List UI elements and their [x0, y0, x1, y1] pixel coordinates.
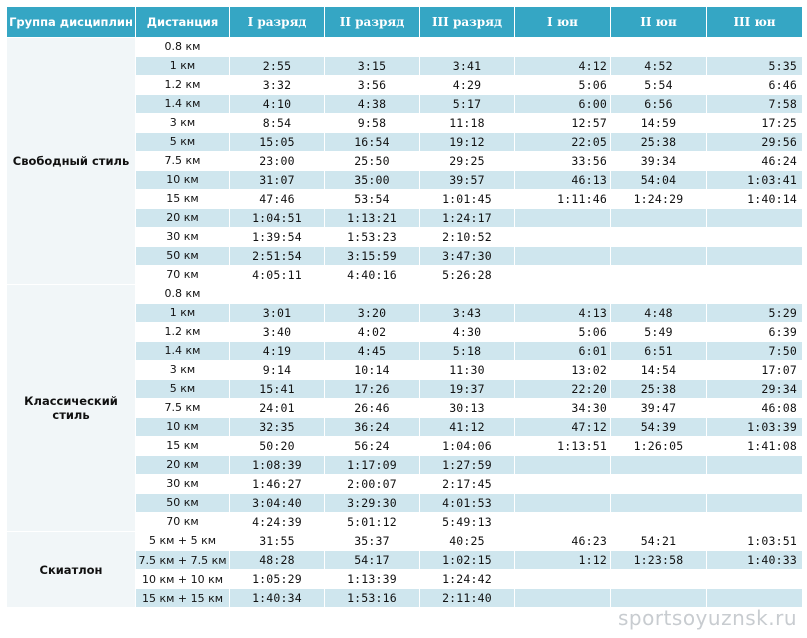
- time-cell-junior-2: [611, 589, 707, 608]
- time-cell-junior-1: [515, 285, 611, 304]
- time-cell-junior-1: 6:01: [515, 342, 611, 361]
- time-cell-rank-1: 31:55: [230, 532, 325, 551]
- time-cell-rank-2: 54:17: [325, 551, 420, 570]
- time-cell-rank-2: 1:53:16: [325, 589, 420, 608]
- time-cell-junior-2: 54:39: [611, 418, 707, 437]
- distance-cell: 0.8 км: [136, 285, 230, 304]
- time-cell-rank-3: 1:01:45: [420, 190, 515, 209]
- distance-cell: 1 км: [136, 57, 230, 76]
- time-cell-rank-1: 1:39:54: [230, 228, 325, 247]
- time-cell-junior-1: [515, 247, 611, 266]
- time-cell-junior-3: [707, 494, 803, 513]
- time-cell-junior-3: 17:25: [707, 114, 803, 133]
- time-cell-rank-1: 3:04:40: [230, 494, 325, 513]
- time-cell-junior-3: 5:35: [707, 57, 803, 76]
- time-cell-junior-3: 17:07: [707, 361, 803, 380]
- time-cell-rank-2: 16:54: [325, 133, 420, 152]
- time-cell-rank-1: [230, 38, 325, 57]
- time-cell-rank-3: [420, 38, 515, 57]
- table-row: [7, 38, 803, 57]
- time-cell-junior-2: [611, 456, 707, 475]
- time-cell-rank-1: 3:40: [230, 323, 325, 342]
- time-cell-rank-1: 15:41: [230, 380, 325, 399]
- time-cell-junior-2: [611, 38, 707, 57]
- distance-cell: 1 км: [136, 304, 230, 323]
- time-cell-junior-1: [515, 228, 611, 247]
- header-rank-2: II разряд: [325, 7, 420, 38]
- time-cell-junior-3: 46:24: [707, 152, 803, 171]
- time-cell-junior-2: [611, 247, 707, 266]
- time-cell-rank-1: 3:01: [230, 304, 325, 323]
- distance-cell: 15 км + 15 км: [136, 589, 230, 608]
- table-row: [7, 285, 803, 304]
- time-cell-rank-3: 1:24:42: [420, 570, 515, 589]
- distance-cell: 50 км: [136, 494, 230, 513]
- group-name: Скиатлон: [7, 532, 136, 608]
- header-junior-2: II юн: [611, 7, 707, 38]
- time-cell-rank-3: 41:12: [420, 418, 515, 437]
- time-cell-rank-2: 1:13:21: [325, 209, 420, 228]
- time-cell-rank-1: 1:46:27: [230, 475, 325, 494]
- time-cell-rank-2: 3:15:59: [325, 247, 420, 266]
- distance-cell: 70 км: [136, 513, 230, 532]
- header-rank-3: III разряд: [420, 7, 515, 38]
- time-cell-junior-1: 33:56: [515, 152, 611, 171]
- time-cell-junior-2: 39:47: [611, 399, 707, 418]
- time-cell-junior-3: [707, 475, 803, 494]
- time-cell-rank-1: 1:04:51: [230, 209, 325, 228]
- header-group: Группа дисциплин: [7, 7, 136, 38]
- time-cell-rank-3: 2:11:40: [420, 589, 515, 608]
- time-cell-junior-2: 5:49: [611, 323, 707, 342]
- time-cell-rank-1: 4:10: [230, 95, 325, 114]
- time-cell-rank-2: 5:01:12: [325, 513, 420, 532]
- time-cell-junior-2: [611, 228, 707, 247]
- time-cell-rank-2: 4:02: [325, 323, 420, 342]
- time-cell-rank-2: 17:26: [325, 380, 420, 399]
- distance-cell: 20 км: [136, 456, 230, 475]
- time-cell-rank-1: 3:32: [230, 76, 325, 95]
- time-cell-rank-3: 3:41: [420, 57, 515, 76]
- time-cell-junior-2: 39:34: [611, 152, 707, 171]
- time-cell-junior-1: 34:30: [515, 399, 611, 418]
- distance-cell: 3 км: [136, 361, 230, 380]
- time-cell-junior-1: 4:13: [515, 304, 611, 323]
- distance-cell: 10 км: [136, 418, 230, 437]
- group-name: Свободный стиль: [7, 38, 136, 285]
- distance-cell: 20 км: [136, 209, 230, 228]
- time-cell-junior-3: 1:40:14: [707, 190, 803, 209]
- time-cell-junior-3: 6:46: [707, 76, 803, 95]
- time-cell-rank-1: 1:40:34: [230, 589, 325, 608]
- time-cell-rank-2: 3:29:30: [325, 494, 420, 513]
- time-cell-rank-1: 15:05: [230, 133, 325, 152]
- time-cell-rank-3: 5:17: [420, 95, 515, 114]
- header-distance: Дистанция: [136, 7, 230, 38]
- time-cell-junior-2: 6:51: [611, 342, 707, 361]
- time-cell-rank-1: 4:24:39: [230, 513, 325, 532]
- time-cell-rank-3: 1:24:17: [420, 209, 515, 228]
- distance-cell: 1.4 км: [136, 95, 230, 114]
- time-cell-rank-3: 5:18: [420, 342, 515, 361]
- time-cell-junior-3: [707, 589, 803, 608]
- time-cell-rank-2: 35:37: [325, 532, 420, 551]
- time-cell-rank-1: 23:00: [230, 152, 325, 171]
- time-cell-rank-2: 4:40:16: [325, 266, 420, 285]
- time-cell-junior-2: 54:04: [611, 171, 707, 190]
- time-cell-junior-2: 6:56: [611, 95, 707, 114]
- time-cell-rank-1: 2:55: [230, 57, 325, 76]
- time-cell-rank-1: 2:51:54: [230, 247, 325, 266]
- time-cell-junior-1: 22:20: [515, 380, 611, 399]
- time-cell-rank-3: 5:49:13: [420, 513, 515, 532]
- time-cell-rank-2: 3:20: [325, 304, 420, 323]
- time-cell-rank-3: 3:43: [420, 304, 515, 323]
- time-cell-rank-3: 2:10:52: [420, 228, 515, 247]
- time-cell-rank-2: 25:50: [325, 152, 420, 171]
- distance-cell: 10 км + 10 км: [136, 570, 230, 589]
- time-cell-junior-1: [515, 570, 611, 589]
- time-cell-junior-2: 14:54: [611, 361, 707, 380]
- time-cell-rank-1: 8:54: [230, 114, 325, 133]
- time-cell-junior-3: [707, 456, 803, 475]
- distance-cell: 5 км: [136, 380, 230, 399]
- header-junior-1: I юн: [515, 7, 611, 38]
- time-cell-junior-2: 4:48: [611, 304, 707, 323]
- time-cell-rank-2: 1:13:39: [325, 570, 420, 589]
- time-cell-junior-1: 6:00: [515, 95, 611, 114]
- time-cell-rank-2: 2:00:07: [325, 475, 420, 494]
- time-cell-junior-1: 1:13:51: [515, 437, 611, 456]
- table-row: [7, 532, 803, 551]
- watermark: sportsoyuznsk.ru: [617, 606, 797, 630]
- time-cell-junior-2: [611, 513, 707, 532]
- time-cell-rank-1: 4:05:11: [230, 266, 325, 285]
- distance-cell: 50 км: [136, 247, 230, 266]
- time-cell-junior-2: 1:23:58: [611, 551, 707, 570]
- time-cell-junior-1: 46:13: [515, 171, 611, 190]
- time-cell-rank-2: [325, 38, 420, 57]
- time-cell-junior-1: 47:12: [515, 418, 611, 437]
- time-cell-junior-2: 5:54: [611, 76, 707, 95]
- time-cell-junior-1: 1:11:46: [515, 190, 611, 209]
- time-cell-junior-3: [707, 285, 803, 304]
- time-cell-junior-3: 7:58: [707, 95, 803, 114]
- time-cell-rank-2: 4:45: [325, 342, 420, 361]
- distance-cell: 70 км: [136, 266, 230, 285]
- time-cell-rank-2: 3:15: [325, 57, 420, 76]
- time-cell-junior-3: 46:08: [707, 399, 803, 418]
- time-cell-rank-3: 2:17:45: [420, 475, 515, 494]
- time-cell-junior-1: 4:12: [515, 57, 611, 76]
- time-cell-rank-3: 1:04:06: [420, 437, 515, 456]
- time-cell-junior-3: 1:03:39: [707, 418, 803, 437]
- time-cell-rank-3: 5:26:28: [420, 266, 515, 285]
- time-cell-rank-3: 4:01:53: [420, 494, 515, 513]
- time-cell-junior-3: 1:40:33: [707, 551, 803, 570]
- time-cell-rank-1: 32:35: [230, 418, 325, 437]
- time-cell-junior-2: [611, 475, 707, 494]
- distance-cell: 3 км: [136, 114, 230, 133]
- time-cell-rank-3: 39:57: [420, 171, 515, 190]
- table-body: [7, 38, 803, 608]
- time-cell-rank-3: 29:25: [420, 152, 515, 171]
- distance-cell: 7.5 км + 7.5 км: [136, 551, 230, 570]
- distance-cell: 30 км: [136, 475, 230, 494]
- time-cell-junior-1: [515, 513, 611, 532]
- time-cell-junior-2: [611, 494, 707, 513]
- header-row: [7, 7, 803, 38]
- distance-cell: 1.4 км: [136, 342, 230, 361]
- time-cell-rank-1: 48:28: [230, 551, 325, 570]
- distance-cell: 30 км: [136, 228, 230, 247]
- time-cell-rank-3: 11:30: [420, 361, 515, 380]
- time-cell-junior-3: 7:50: [707, 342, 803, 361]
- distance-cell: 7.5 км: [136, 399, 230, 418]
- time-cell-junior-2: 1:26:05: [611, 437, 707, 456]
- distance-cell: 1.2 км: [136, 323, 230, 342]
- time-cell-junior-3: 5:29: [707, 304, 803, 323]
- time-cell-junior-2: 1:24:29: [611, 190, 707, 209]
- time-cell-junior-3: [707, 266, 803, 285]
- time-cell-junior-2: 54:21: [611, 532, 707, 551]
- time-cell-rank-2: 56:24: [325, 437, 420, 456]
- time-cell-junior-1: [515, 494, 611, 513]
- time-cell-junior-3: [707, 209, 803, 228]
- time-cell-rank-3: 19:37: [420, 380, 515, 399]
- distance-cell: 5 км: [136, 133, 230, 152]
- time-cell-rank-2: 9:58: [325, 114, 420, 133]
- time-cell-rank-2: 26:46: [325, 399, 420, 418]
- time-cell-rank-2: 53:54: [325, 190, 420, 209]
- time-cell-junior-3: [707, 247, 803, 266]
- time-cell-rank-3: 1:27:59: [420, 456, 515, 475]
- group-name: Классический стиль: [7, 285, 136, 532]
- time-cell-junior-1: 12:57: [515, 114, 611, 133]
- time-cell-junior-2: [611, 285, 707, 304]
- time-cell-junior-2: 25:38: [611, 380, 707, 399]
- time-cell-rank-1: 31:07: [230, 171, 325, 190]
- time-cell-junior-1: [515, 589, 611, 608]
- time-cell-junior-3: 29:56: [707, 133, 803, 152]
- time-cell-junior-3: [707, 228, 803, 247]
- time-cell-rank-2: 3:56: [325, 76, 420, 95]
- time-cell-rank-3: 4:30: [420, 323, 515, 342]
- time-cell-rank-3: 40:25: [420, 532, 515, 551]
- time-cell-rank-2: 10:14: [325, 361, 420, 380]
- time-cell-junior-2: 4:52: [611, 57, 707, 76]
- ski-standards-table: [6, 6, 803, 608]
- time-cell-junior-2: [611, 209, 707, 228]
- time-cell-junior-1: 22:05: [515, 133, 611, 152]
- time-cell-rank-3: 19:12: [420, 133, 515, 152]
- time-cell-junior-1: [515, 456, 611, 475]
- time-cell-junior-1: 46:23: [515, 532, 611, 551]
- time-cell-rank-1: 1:05:29: [230, 570, 325, 589]
- time-cell-rank-1: 4:19: [230, 342, 325, 361]
- time-cell-rank-2: 4:38: [325, 95, 420, 114]
- time-cell-rank-2: 1:17:09: [325, 456, 420, 475]
- time-cell-junior-3: 6:39: [707, 323, 803, 342]
- time-cell-rank-1: 24:01: [230, 399, 325, 418]
- time-cell-junior-1: 5:06: [515, 76, 611, 95]
- time-cell-junior-1: [515, 209, 611, 228]
- time-cell-rank-2: 35:00: [325, 171, 420, 190]
- time-cell-junior-3: 1:41:08: [707, 437, 803, 456]
- time-cell-junior-1: 5:06: [515, 323, 611, 342]
- time-cell-rank-3: 1:02:15: [420, 551, 515, 570]
- time-cell-junior-3: 29:34: [707, 380, 803, 399]
- time-cell-junior-2: [611, 570, 707, 589]
- time-cell-junior-3: [707, 570, 803, 589]
- time-cell-junior-2: 25:38: [611, 133, 707, 152]
- time-cell-rank-1: 1:08:39: [230, 456, 325, 475]
- time-cell-junior-2: [611, 266, 707, 285]
- header-junior-3: III юн: [707, 7, 803, 38]
- time-cell-junior-1: [515, 475, 611, 494]
- time-cell-junior-1: [515, 38, 611, 57]
- time-cell-rank-2: 1:53:23: [325, 228, 420, 247]
- header-rank-1: I разряд: [230, 7, 325, 38]
- time-cell-rank-3: 4:29: [420, 76, 515, 95]
- time-cell-rank-1: 50:20: [230, 437, 325, 456]
- time-cell-junior-1: 1:12: [515, 551, 611, 570]
- time-cell-rank-3: 3:47:30: [420, 247, 515, 266]
- time-cell-junior-2: 14:59: [611, 114, 707, 133]
- time-cell-rank-3: 30:13: [420, 399, 515, 418]
- distance-cell: 0.8 км: [136, 38, 230, 57]
- time-cell-rank-3: 11:18: [420, 114, 515, 133]
- time-cell-junior-3: 1:03:41: [707, 171, 803, 190]
- time-cell-rank-1: [230, 285, 325, 304]
- distance-cell: 5 км + 5 км: [136, 532, 230, 551]
- time-cell-rank-2: 36:24: [325, 418, 420, 437]
- distance-cell: 10 км: [136, 171, 230, 190]
- time-cell-rank-3: [420, 285, 515, 304]
- time-cell-junior-1: 13:02: [515, 361, 611, 380]
- time-cell-junior-3: [707, 513, 803, 532]
- time-cell-rank-1: 9:14: [230, 361, 325, 380]
- time-cell-junior-3: 1:03:51: [707, 532, 803, 551]
- time-cell-rank-1: 47:46: [230, 190, 325, 209]
- distance-cell: 7.5 км: [136, 152, 230, 171]
- distance-cell: 15 км: [136, 437, 230, 456]
- time-cell-junior-1: [515, 266, 611, 285]
- distance-cell: 1.2 км: [136, 76, 230, 95]
- distance-cell: 15 км: [136, 190, 230, 209]
- time-cell-rank-2: [325, 285, 420, 304]
- time-cell-junior-3: [707, 38, 803, 57]
